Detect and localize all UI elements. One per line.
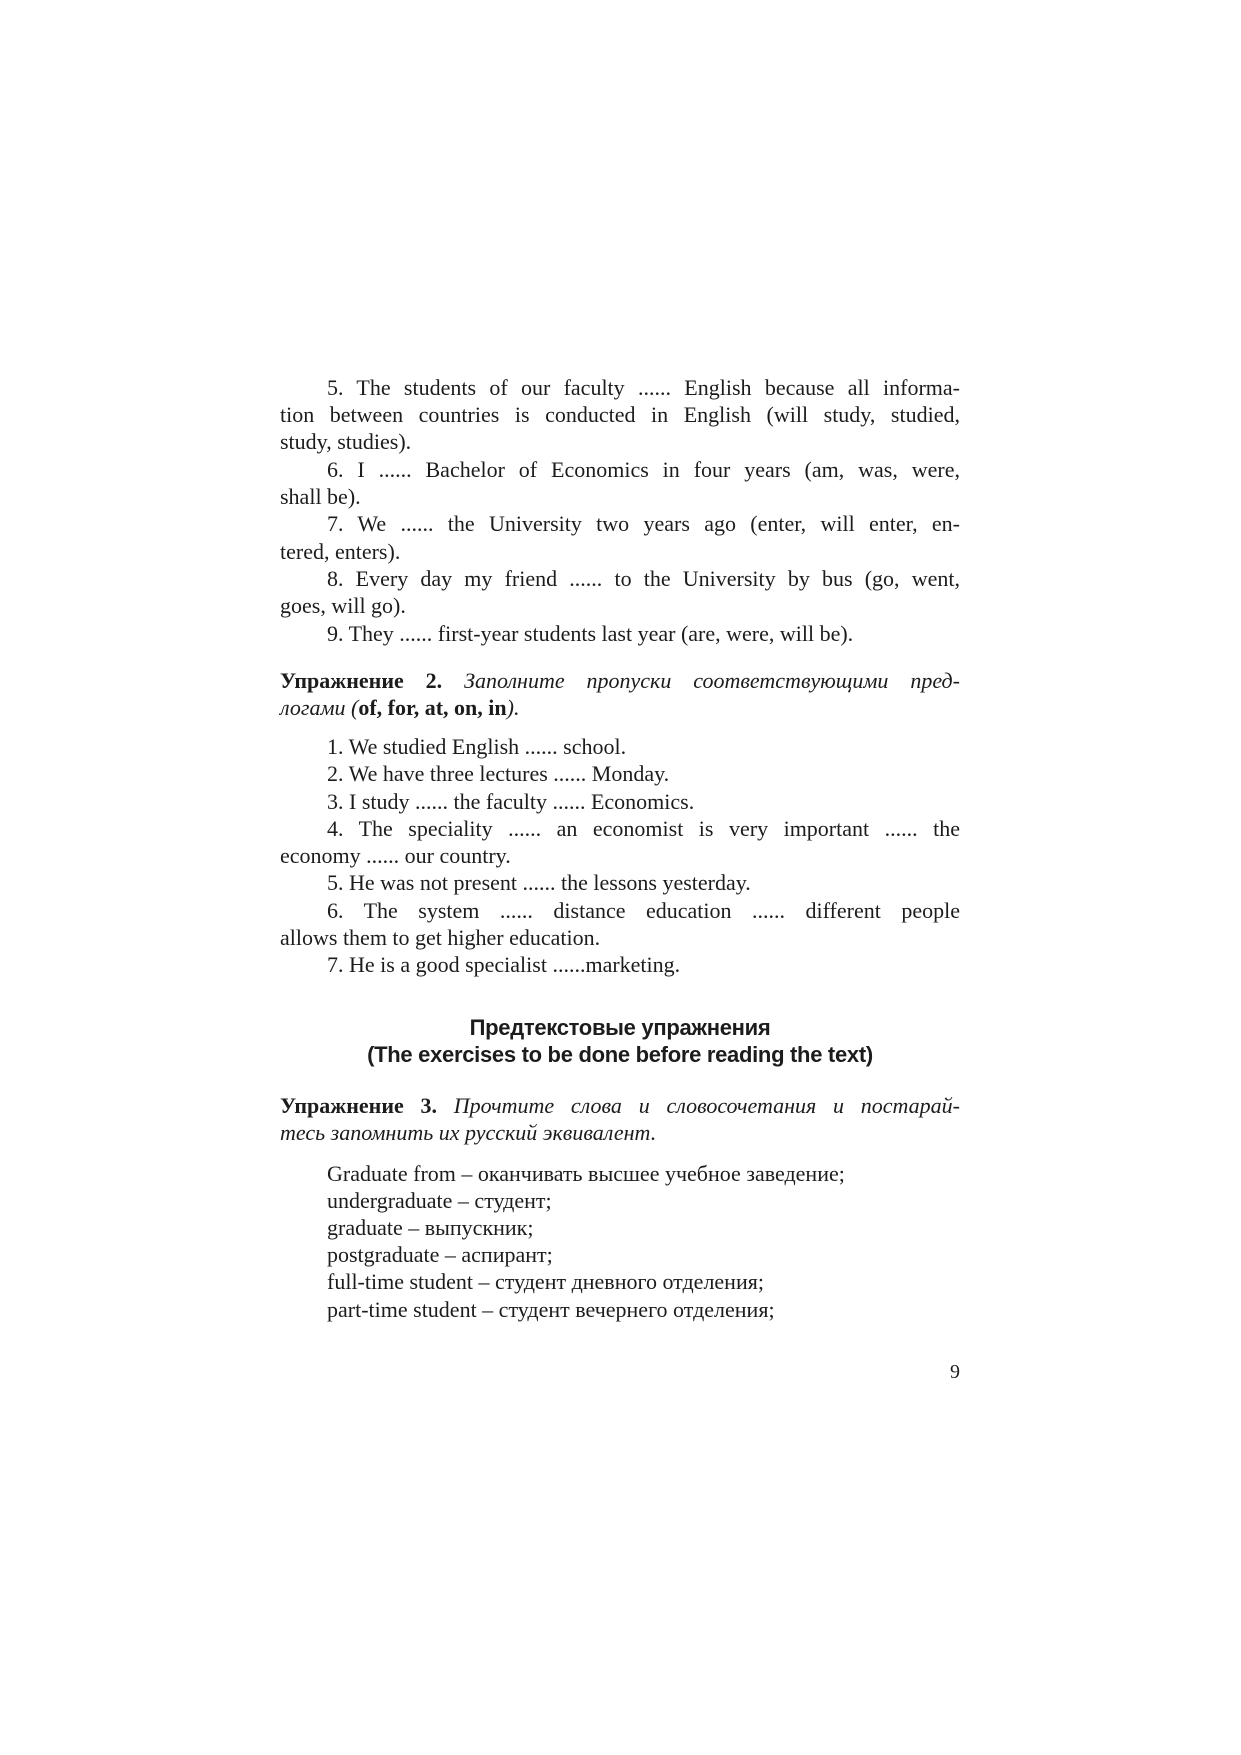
vocab-item: graduate – выпускник; xyxy=(327,1215,534,1240)
vocab-item: Graduate from – оканчивать высшее учебное заведение; xyxy=(327,1161,845,1186)
ex1-item6-line2: shall be). xyxy=(280,484,361,509)
ex1-item6-line1: 6. I ...... Bachelor of Economics in four years (am, was, were, xyxy=(327,457,960,482)
ex2-item6-line2: allows them to get higher education. xyxy=(280,925,601,950)
ex2-instruction-line1 xyxy=(280,667,960,694)
ex1-item5-line3: study, studies). xyxy=(280,429,412,454)
ex3-instruction-line1 xyxy=(280,1092,960,1119)
ex2-label: Упражнение 2. xyxy=(280,668,443,693)
ex2-item3: 3. I study ...... the faculty ...... Economics. xyxy=(327,789,695,814)
ex1-item7-line1: 7. We ...... the University two years ago (enter, will enter, en- xyxy=(327,511,960,536)
ex3-instruction-text: Прочтите слова и словосочетания и постарай- xyxy=(453,1093,961,1118)
ex3-instruction-line2: тесь запомнить их русский эквивалент. xyxy=(280,1120,657,1145)
ex2-item6-line1: 6. The system ...... distance education ...... different people xyxy=(327,898,960,923)
section-title-en: (The exercises to be done before reading the text) xyxy=(367,1042,873,1067)
vocab-item: undergraduate – студент; xyxy=(327,1188,552,1213)
section-title-ru: Предтекстовые упражнения xyxy=(469,1015,771,1040)
ex2-instruction-italic: логами ( xyxy=(280,695,359,720)
ex3-label: Упражнение 3. xyxy=(280,1093,438,1118)
ex2-item4-line2: economy ...... our country. xyxy=(280,843,511,868)
ex2-item7: 7. He is a good specialist ......marketing. xyxy=(327,952,681,977)
ex2-prepositions: of, for, at, on, in xyxy=(358,695,507,720)
ex2-item4-line1: 4. The speciality ...... an economist is very important ...... the xyxy=(327,816,960,841)
vocab-item: full-time student – студент дневного отделения; xyxy=(327,1269,764,1294)
ex2-item5: 5. He was not present ...... the lessons yesterday. xyxy=(327,870,751,895)
ex1-item5-line1: 5. The students of our faculty ...... English because all informa- xyxy=(327,375,960,400)
ex2-item1: 1. We studied English ...... school. xyxy=(327,734,627,759)
ex2-instruction-text: Заполните пропуски соответствующими пред- xyxy=(464,668,961,693)
vocab-item: part-time student – студент вечернего отделения; xyxy=(327,1297,775,1322)
ex1-item9: 9. They ...... first-year students last year (are, were, will be). xyxy=(327,621,854,646)
ex1-item5-line2: tion between countries is conducted in English (will study, studied, xyxy=(280,402,960,427)
ex2-instruction-end: ). xyxy=(506,695,520,720)
ex1-item8-line1: 8. Every day my friend ...... to the University by bus (go, went, xyxy=(327,566,960,591)
ex2-item2: 2. We have three lectures ...... Monday. xyxy=(327,761,670,786)
page-number: 9 xyxy=(950,1361,960,1383)
ex2-instruction-line2 xyxy=(280,694,519,721)
ex1-item7-line2: tered, enters). xyxy=(280,539,401,564)
ex1-item8-line2: goes, will go). xyxy=(280,593,406,618)
vocab-item: postgraduate – аспирант; xyxy=(327,1242,553,1267)
